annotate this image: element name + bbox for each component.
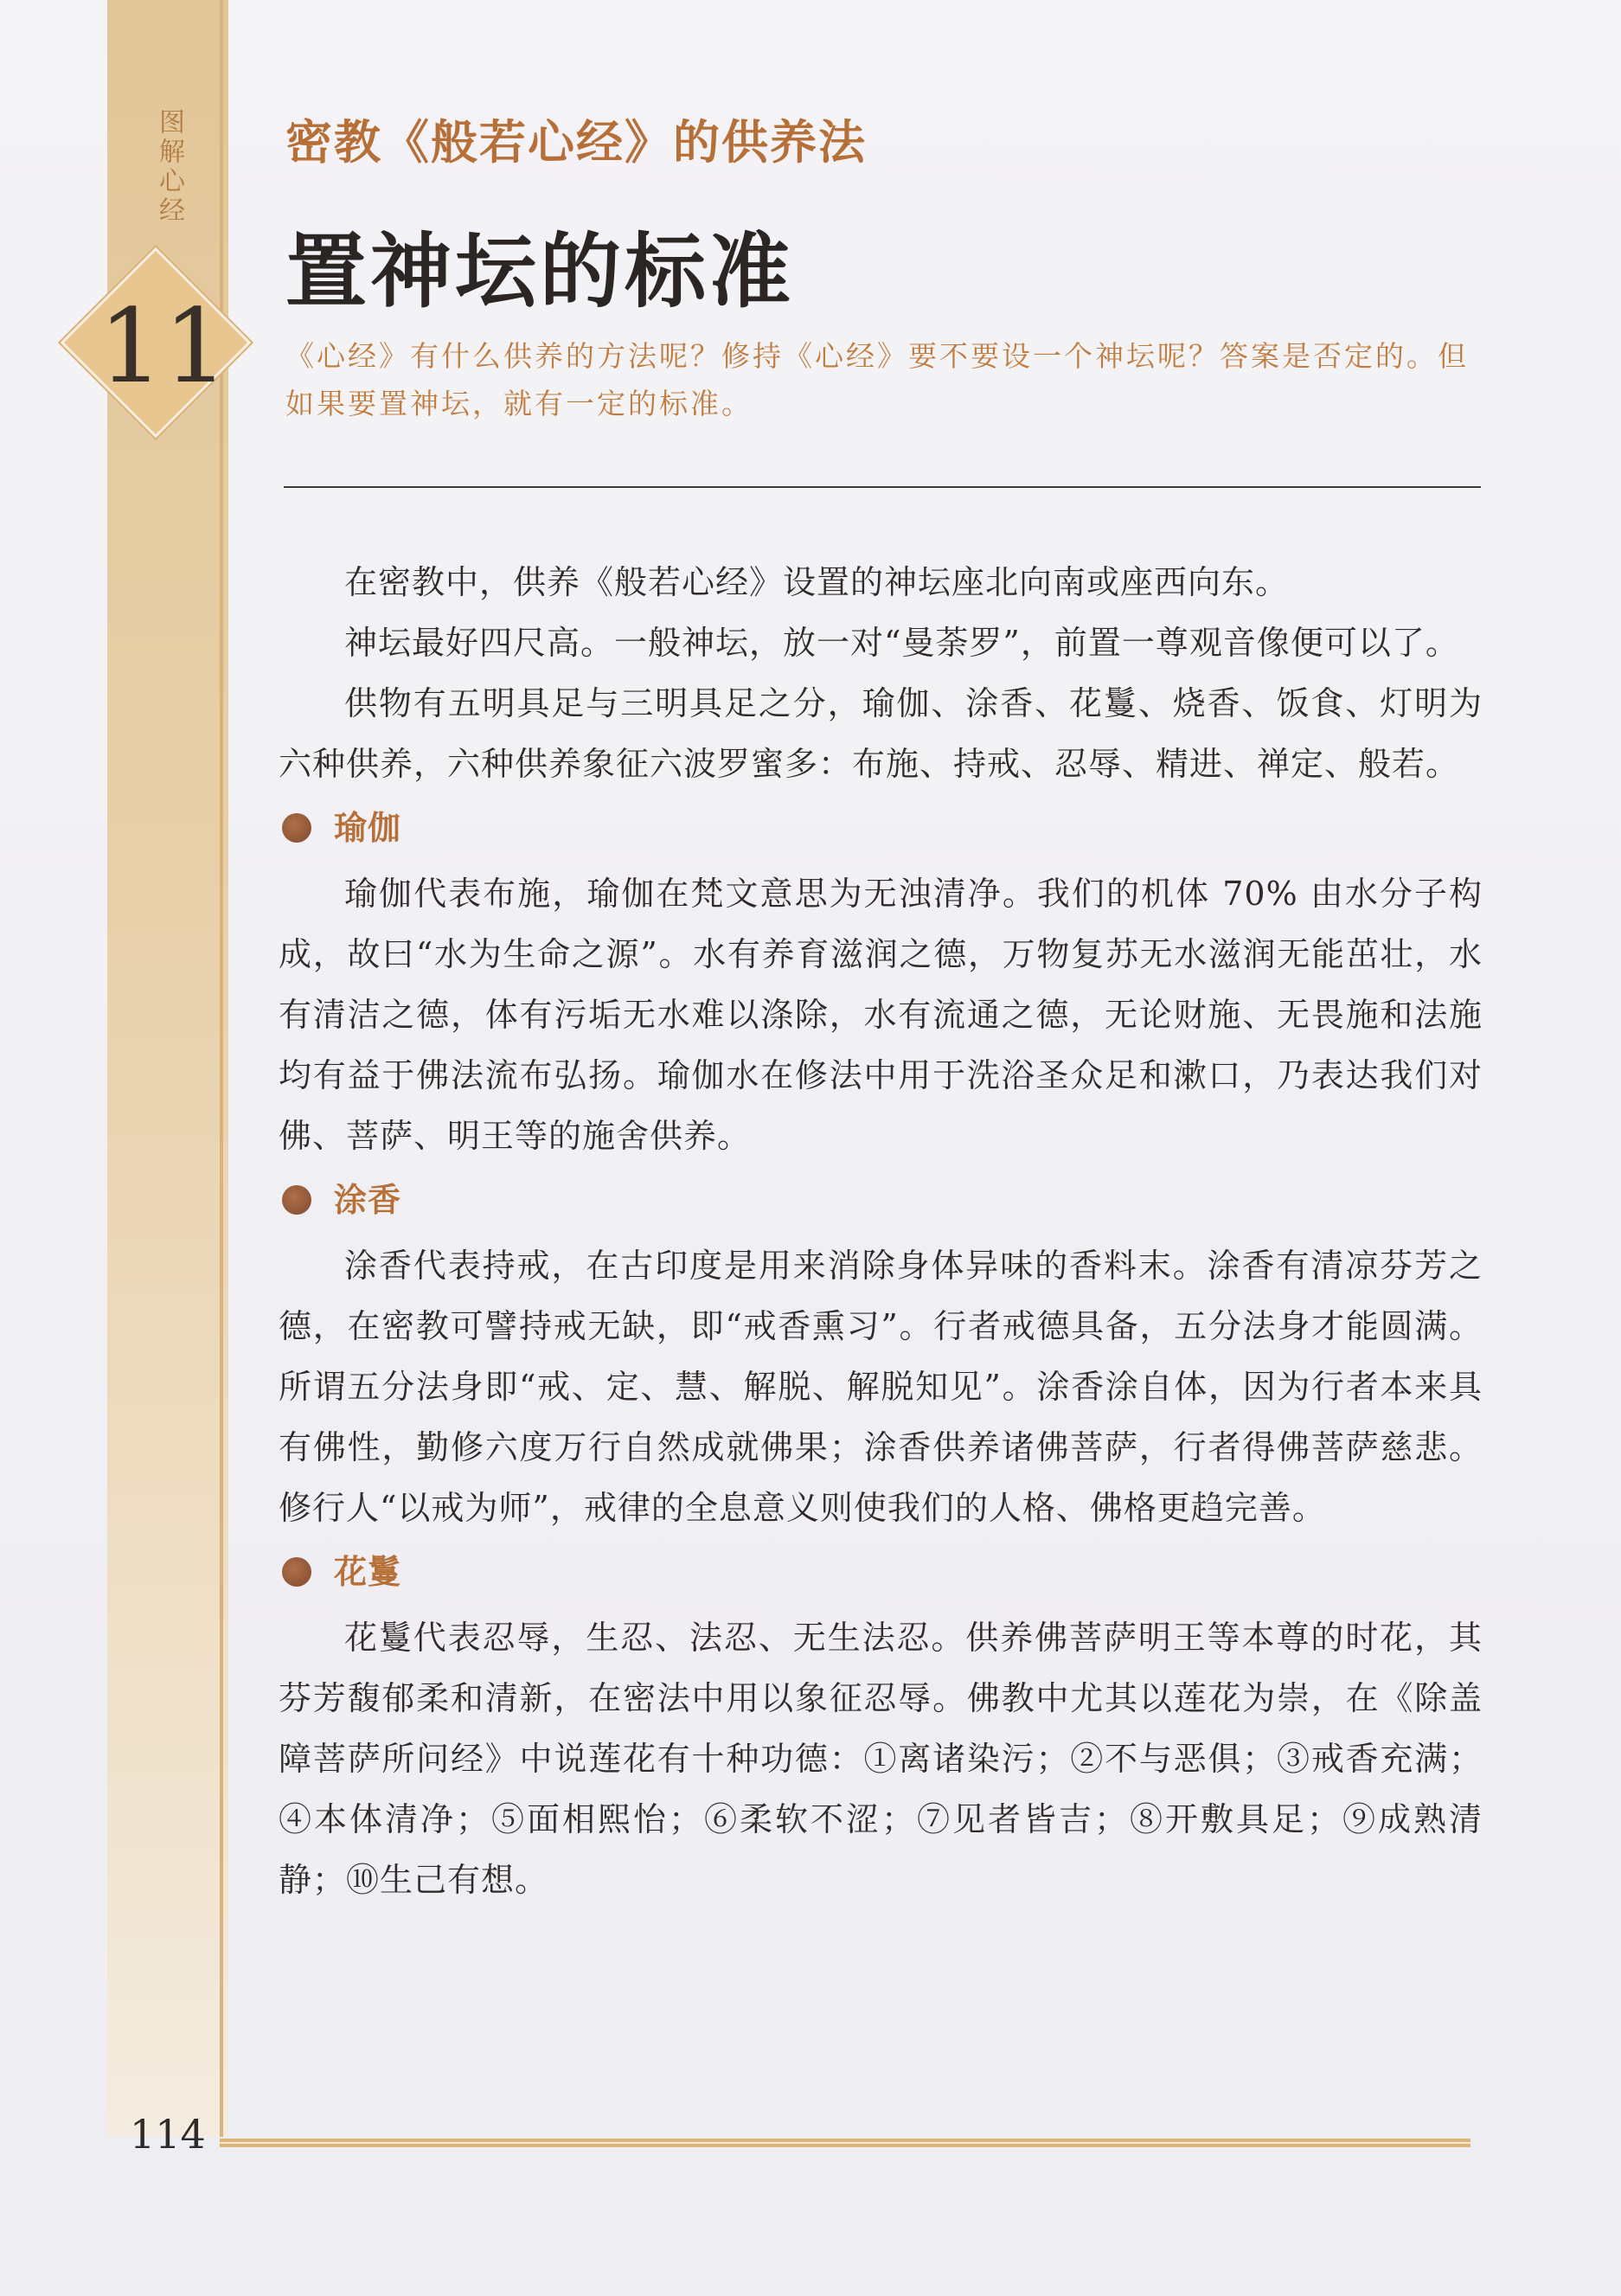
paragraph: 瑜伽代表布施，瑜伽在梵文意思为无浊清净。我们的机体 70% 由水分子构成，故曰“水为生命之源”。水有养育滋润之德，万物复苏无水滋润无能茁壮，水有清洁之德，体有污垢无水难以涤除，水有流通之德，无论财施、无畏施和法施均有益于佛法流布弘扬。瑜伽水在修法中用于洗浴圣众足和漱口，乃表达我们对佛、菩萨、明王等的施舍供养。 [279, 875, 1483, 1155]
bullet-icon [282, 813, 311, 843]
paragraph: 供物有五明具足与三明具足之分，瑜伽、涂香、花鬘、烧香、饭食、灯明为六种供养，六种供养象征六波罗蜜多：布施、持戒、忍辱、精进、禅定、般若。 [279, 684, 1483, 783]
paragraph: 花鬘代表忍辱，生忍、法忍、无生法忍。供养佛菩萨明王等本尊的时花，其芬芳馥郁柔和清新，在密法中用以象征忍辱。佛教中尤其以莲花为崇，在《除盖障菩萨所问经》中说莲花有十种功德：①离诸染污；②不与恶俱；③戒香充满；④本体清净；⑤面相熙怡；⑥柔软不涩；⑦见者皆吉；⑧开敷具足；⑨成熟清静；⑩生己有想。 [279, 1619, 1483, 1899]
page-title: 置神坛的标准 [285, 224, 795, 319]
intro-text: 《心经》有什么供养的方法呢？修持《心经》要不要设一个神坛呢？答案是否定的。但如果要置神坛，就有一定的标准。 [285, 339, 1469, 420]
article-body [279, 552, 1483, 1910]
footer-rule [220, 2139, 1470, 2147]
chapter-number: 11 [98, 286, 229, 406]
section-heading-label: 花鬘 [334, 1552, 402, 1591]
bullet-icon [282, 1557, 311, 1587]
paragraph: 在密教中，供养《般若心经》设置的神坛座北向南或座西向东。 [344, 563, 1290, 601]
section-heading-label: 涂香 [334, 1180, 402, 1219]
section-heading [279, 1170, 1483, 1230]
section-heading [279, 798, 1483, 858]
section-heading-label: 瑜伽 [334, 808, 402, 847]
paragraph: 神坛最好四尺高。一般神坛，放一对“曼荼罗”，前置一尊观音像便可以了。 [344, 624, 1459, 662]
page-number: 114 [130, 2111, 206, 2158]
page-subtitle: 密教《般若心经》的供养法 [285, 114, 867, 170]
series-label: 图解心经 [154, 108, 184, 226]
paragraph: 涂香代表持戒，在古印度是用来消除身体异味的香料末。涂香有清凉芬芳之德，在密教可譬持戒无缺，即“戒香熏习”。行者戒德具备，五分法身才能圆满。所谓五分法身即“戒、定、慧、解脱、解脱知见”。涂香涂自体，因为行者本来具有佛性，勤修六度万行自然成就佛果；涂香供养诸佛菩萨，行者得佛菩萨慈悲。修行人“以戒为师”，戒律的全息意义则使我们的人格、佛格更趋完善。 [279, 1247, 1483, 1527]
divider [284, 486, 1481, 488]
bullet-icon [282, 1185, 311, 1215]
section-heading [279, 1542, 1483, 1602]
